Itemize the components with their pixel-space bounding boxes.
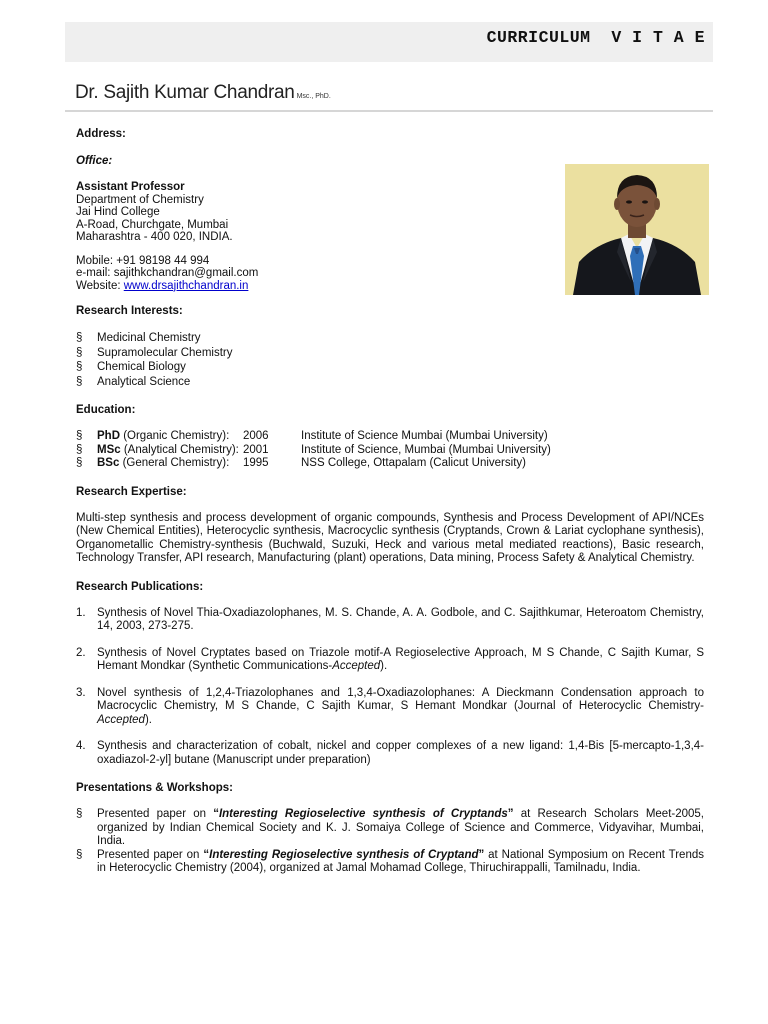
contact-block (76, 255, 704, 293)
position-title: Assistant Professor (76, 181, 185, 193)
degree-name: PhD (97, 430, 120, 442)
publication-number: 1. (76, 606, 86, 619)
presentations-heading: Presentations & Workshops: (76, 782, 233, 794)
publications-heading: Research Publications: (76, 580, 204, 593)
publication-item: 4. Synthesis and characterization of cobalt, nickel and copper complexes of a new ligand: 1,4-Bis [5-mercapto-1,3,4-oxadiazol-2-yl] butane (Manuscript under preparation) (76, 740, 704, 766)
degree-name: BSc (97, 457, 120, 469)
document-title: CURRICULUM V I T A E (486, 28, 705, 47)
address-line: Department of Chemistry (76, 193, 204, 206)
research-expertise-text: Multi-step synthesis and process development of organic compounds, Synthesis and Process Development of API/NCEs (New Chemical Entities), Heterocyclic synthesis, Macrocyclic synthesis (Cryptands, Crown & Lariat cyclophane synthesis), Organometallic Chemistry-synthesis (Buchwald, Suzuki, Heck and various metal mediated reactions), Basic research, Technology Transfer, API research, Manufacturing (plant) operations, Data mining, Process Safety & Analytical Chemistry. (76, 511, 704, 564)
office-label: Office: (76, 155, 113, 167)
header-band (65, 22, 713, 62)
office-address (76, 181, 704, 244)
degree-year: 1995 (243, 457, 269, 469)
publication-number: 4. (76, 740, 86, 752)
degree-institution: Institute of Science, Mumbai (Mumbai University) (301, 443, 551, 456)
list-item: § Chemical Biology (76, 361, 186, 373)
research-interests-heading: Research Interests: (76, 305, 183, 317)
bullet-marker: § (76, 375, 83, 388)
cv-body (76, 124, 704, 876)
bullet-marker: § (76, 808, 83, 820)
publication-item: 3. Novel synthesis of 1,2,4-Triazolophanes and 1,3,4-Oxadiazolophanes: A Dieckmann Condensation approach to Macrocyclic Chemistry, M S Chande, C Sajith Kumar, S Hemant Mondkar (Journal of Heterocyclic Chemistry-Accepted). (76, 686, 704, 726)
website-line (76, 280, 704, 293)
research-interests-list (76, 331, 704, 389)
bullet-marker: § (76, 332, 83, 344)
address-line: Maharashtra - 400 020, INDIA. (76, 231, 233, 243)
list-item: § Supramolecular Chemistry (76, 346, 233, 359)
education-heading: Education: (76, 404, 136, 416)
presentation-title: Interesting Regioselective synthesis of Cryptand (209, 848, 479, 861)
mobile-number: Mobile: +91 98198 44 994 (76, 254, 210, 267)
degree-institution: NSS College, Ottapalam (Calicut University) (301, 457, 526, 469)
research-expertise-heading: Research Expertise: (76, 485, 187, 498)
bullet-marker: § (76, 848, 83, 861)
publication-number: 3. (76, 686, 86, 699)
email-address: e-mail: sajithkchandran@gmail.com (76, 267, 259, 279)
education-list (76, 430, 704, 471)
website-label: Website: (76, 279, 124, 292)
person-degree: Msc., PhD. (296, 93, 331, 100)
degree-year: 2006 (243, 430, 269, 442)
publication-item: 2. Synthesis of Novel Cryptates based on Triazole motif-A Regioselective Approach, M S Chande, C Sajith Kumar, S Hemant Mondkar (Synthetic Communications-Accepted). (76, 646, 704, 672)
presentation-item: § Presented paper on “Interesting Regioselective synthesis of Cryptand” at National Symposium on Recent Trends in Heterocyclic Chemistry (2004), organized at Jamal Mohamad College, Thiruchirappalli, Tamilnadu, India. (76, 848, 704, 874)
education-row (76, 444, 704, 458)
name-line (75, 82, 331, 104)
presentation-item: § Presented paper on “Interesting Regioselective synthesis of Cryptands” at Research Scholars Meet-2005, organized by Indian Chemical Society and K. J. Somaiya College of Science and Commerce, Vidyavihar, Mumbai, India. (76, 808, 704, 847)
degree-year: 2001 (243, 443, 269, 456)
presentation-title: Interesting Regioselective synthesis of Cryptands (218, 808, 508, 820)
website-link[interactable]: www.drsajithchandran.in (123, 279, 249, 292)
bullet-marker: § (76, 430, 83, 442)
bullet-marker: § (76, 346, 83, 359)
degree-institution: Institute of Science Mumbai (Mumbai University) (301, 430, 548, 442)
address-heading: Address: (76, 128, 126, 140)
degree-field: (Analytical Chemistry): (120, 443, 239, 456)
address-line: Jai Hind College (76, 206, 160, 218)
education-row (76, 430, 704, 444)
publication-item: 1. Synthesis of Novel Thia-Oxadiazolophanes, M. S. Chande, A. A. Godbole, and C. Sajithkumar, Heteroatom Chemistry, 14, 2003, 273-275. (76, 606, 704, 632)
bullet-marker: § (76, 443, 83, 456)
bullet-marker: § (76, 457, 83, 469)
degree-field: (General Chemistry): (119, 457, 230, 469)
bullet-marker: § (76, 361, 83, 373)
address-line: A-Road, Churchgate, Mumbai (76, 218, 229, 231)
education-row (76, 457, 704, 471)
list-item: § Analytical Science (76, 375, 191, 388)
presentations-list (76, 808, 704, 876)
degree-field: (Organic Chemistry): (120, 430, 230, 442)
list-item: § Medicinal Chemistry (76, 332, 201, 344)
person-name: Dr. Sajith Kumar Chandran (75, 82, 295, 103)
divider (65, 110, 713, 112)
publications-list (76, 607, 704, 768)
publication-number: 2. (76, 646, 86, 659)
degree-name: MSc (97, 443, 121, 456)
